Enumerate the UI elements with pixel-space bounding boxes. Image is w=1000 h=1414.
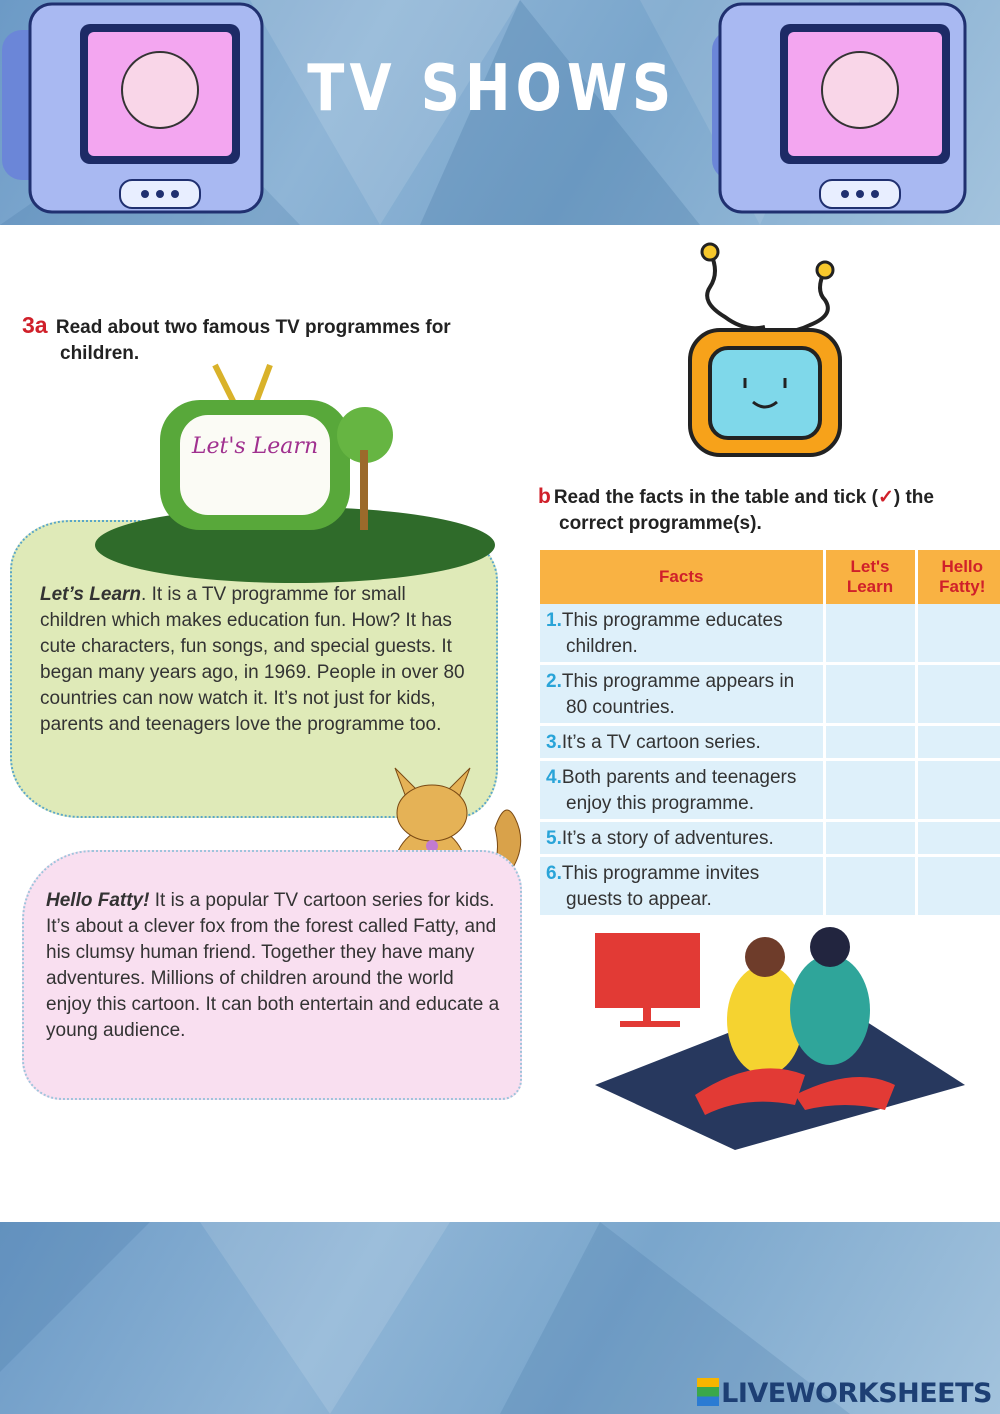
table-row — [540, 725, 1000, 760]
tick-cell-hello-fatty[interactable] — [916, 725, 1000, 760]
row-number: 4. — [546, 767, 562, 788]
lets-learn-text: . It is a TV programme for small children which makes education fun. How? It has cute characters, fun songs, and special guests. It began many years ago, in 1969. People in over 80 countries can now watch it. It’s not just for kids, parents and teenagers love the programme too. — [40, 584, 465, 735]
table-row — [540, 821, 1000, 856]
fact-text: This programme educates children. — [561, 610, 783, 657]
fact-text: It’s a story of adventures. — [561, 828, 774, 849]
tick-cell-lets-learn[interactable] — [824, 725, 916, 760]
table-row — [540, 760, 1000, 821]
section-a-number: 3a — [22, 312, 48, 338]
section-b-number: b — [538, 485, 551, 508]
page-title: TV SHOWS — [307, 52, 677, 126]
lets-learn-name: Let’s Learn — [40, 584, 142, 605]
column-header-hello-fatty: Hello Fatty! — [916, 550, 1000, 604]
table-row — [540, 664, 1000, 725]
header-banner — [0, 0, 1000, 225]
row-number: 6. — [546, 863, 562, 884]
section-a-instruction: Read about two famous TV programmes for children. — [55, 317, 451, 364]
retro-tv-illustration-right — [710, 0, 975, 215]
tick-cell-lets-learn[interactable] — [824, 604, 916, 664]
facts-table — [540, 550, 1000, 918]
tick-icon: ✓ — [877, 487, 894, 508]
table-row — [540, 856, 1000, 917]
fact-text: This programme invites guests to appear. — [561, 863, 760, 910]
tick-cell-lets-learn[interactable] — [824, 760, 916, 821]
logo-icon — [697, 1378, 719, 1406]
lets-learn-logo-text: Let's Learn — [191, 434, 319, 459]
tick-cell-lets-learn[interactable] — [824, 821, 916, 856]
tick-cell-hello-fatty[interactable] — [916, 760, 1000, 821]
row-number: 1. — [546, 610, 562, 631]
retro-tv-illustration-left — [0, 0, 265, 215]
tick-cell-lets-learn[interactable] — [824, 856, 916, 917]
tick-cell-hello-fatty[interactable] — [916, 821, 1000, 856]
fact-text: Both parents and teenagers enjoy this programme. — [561, 767, 797, 814]
fact-text: It’s a TV cartoon series. — [561, 732, 761, 753]
row-number: 2. — [546, 671, 562, 692]
row-number: 5. — [546, 828, 562, 849]
section-b-heading — [538, 484, 998, 537]
tick-cell-hello-fatty[interactable] — [916, 604, 1000, 664]
row-number: 3. — [546, 732, 562, 753]
tick-cell-lets-learn[interactable] — [824, 664, 916, 725]
tick-cell-hello-fatty[interactable] — [916, 856, 1000, 917]
tick-cell-hello-fatty[interactable] — [916, 664, 1000, 725]
table-row — [540, 604, 1000, 664]
kids-watching-tv-illustration — [575, 925, 970, 1155]
column-header-facts: Facts — [540, 550, 824, 604]
lets-learn-tv-illustration — [95, 355, 505, 585]
section-b-instruction-end: ) the correct programme(s). — [559, 487, 934, 534]
logo-text: LIVEWORKSHEETS — [721, 1378, 992, 1409]
hello-fatty-description — [22, 850, 522, 1100]
smiling-tv-illustration — [685, 240, 850, 465]
liveworksheets-logo[interactable] — [697, 1378, 992, 1409]
section-b-instruction-start: Read the facts in the table and tick ( — [553, 487, 878, 508]
hello-fatty-text: It is a popular TV cartoon series for kids. It’s about a clever fox from the forest called Fatty, and his clumsy human friend. Together they have many adventures. Millions of children around the world enjoy this cartoon. It can both entertain and educate a young audience. — [46, 890, 500, 1041]
column-header-lets-learn: Let's Learn — [824, 550, 916, 604]
fact-text: This programme appears in 80 countries. — [561, 671, 795, 718]
hello-fatty-name: Hello Fatty! — [46, 890, 150, 911]
table-header-row — [540, 550, 1000, 604]
